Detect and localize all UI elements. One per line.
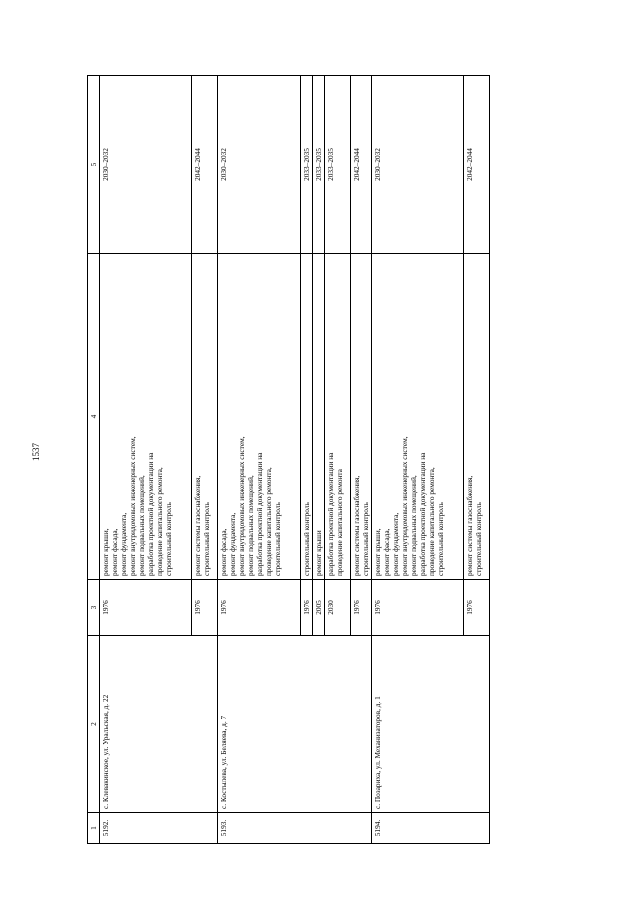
table-body	[100, 76, 490, 844]
row-number-cell: 5192.	[100, 813, 218, 844]
period-value: 2033–2035	[314, 148, 323, 181]
period-cell	[100, 76, 192, 254]
period-value: 2042–2044	[465, 148, 474, 181]
work-item: ремонт системы газоснабжения,	[193, 475, 202, 576]
header-cell-1: 1	[88, 813, 100, 844]
work-item: ремонт системы газоснабжения,	[352, 475, 361, 576]
period-value: 2030–2032	[101, 148, 110, 181]
work-item: ремонт фундамента,	[391, 512, 400, 576]
table-row	[218, 76, 301, 844]
work-item: разработка проектной документации на	[418, 452, 427, 576]
works-cell	[372, 254, 464, 580]
year-cell: 1976	[218, 580, 301, 636]
year-cell: 1976	[192, 580, 218, 636]
page-number: 1537	[31, 443, 41, 461]
work-item: ремонт подвальных помещений,	[246, 475, 255, 576]
header-cell-2: 2	[88, 636, 100, 813]
period-cell	[313, 76, 325, 254]
work-item: ремонт подвальных помещений,	[137, 475, 146, 576]
year-cell: 1976	[464, 580, 490, 636]
year-cell: 1976	[301, 580, 313, 636]
work-item: проведение капитального ремонта,	[264, 467, 273, 576]
work-item: ремонт внутридомовых инженерных систем,	[128, 436, 137, 576]
period-cell	[192, 76, 218, 254]
address-cell: с. Позариха, ул. Механизаторов, д. 1	[372, 636, 490, 813]
work-item: ремонт системы газоснабжения,	[465, 475, 474, 576]
works-cell	[325, 254, 351, 580]
period-value: 2033–2035	[326, 148, 335, 181]
period-cell	[464, 76, 490, 254]
header-row	[88, 76, 100, 844]
work-item: ремонт фундамента,	[228, 512, 237, 576]
period-value: 2030–2032	[219, 148, 228, 181]
works-cell	[301, 254, 313, 580]
work-item: строительный контроль	[202, 502, 211, 576]
period-cell	[372, 76, 464, 254]
work-item: разработка проектной документации на	[255, 452, 264, 576]
year-cell: 1976	[372, 580, 464, 636]
work-item: ремонт фасада,	[219, 528, 228, 576]
work-item: строительный контроль	[164, 502, 173, 576]
header-cell-3: 3	[88, 580, 100, 636]
row-number-cell: 5194.	[372, 813, 490, 844]
row-number-cell: 5193.	[218, 813, 372, 844]
address-cell: с. Костылева, ул. Беляева, д. 7	[218, 636, 372, 813]
work-item: строительный контроль	[361, 502, 370, 576]
address-cell: с. Клевакинское, ул. Уральская, д. 22	[100, 636, 218, 813]
period-cell	[218, 76, 301, 254]
rotated-table-container	[87, 76, 507, 844]
work-item: ремонт фундамента,	[119, 512, 128, 576]
work-item: разработка проектной документации на	[146, 452, 155, 576]
year-cell: 1976	[351, 580, 372, 636]
work-item: ремонт внутридомовых инженерных систем,	[400, 436, 409, 576]
works-cell	[464, 254, 490, 580]
repair-schedule-table	[87, 75, 490, 844]
period-value: 2030–2032	[373, 148, 382, 181]
work-item: строительный контроль	[273, 502, 282, 576]
works-cell	[218, 254, 301, 580]
period-value: 2042–2044	[193, 148, 202, 181]
period-value: 2033–2035	[302, 148, 311, 181]
year-cell: 1976	[100, 580, 192, 636]
works-cell	[192, 254, 218, 580]
work-item: строительный контроль	[474, 502, 483, 576]
table-row	[372, 76, 464, 844]
work-item: ремонт крыши,	[373, 528, 382, 576]
header-cell-5: 5	[88, 76, 100, 254]
work-item: ремонт крыши,	[101, 528, 110, 576]
period-cell	[301, 76, 313, 254]
year-cell: 2030	[325, 580, 351, 636]
period-cell	[351, 76, 372, 254]
period-value: 2042–2044	[352, 148, 361, 181]
work-item: ремонт крыши	[314, 530, 323, 576]
period-cell	[325, 76, 351, 254]
year-cell: 2005	[313, 580, 325, 636]
work-item: ремонт фасада,	[382, 528, 391, 576]
work-item: разработка проектной документации на	[326, 452, 335, 576]
header-cell-4: 4	[88, 254, 100, 580]
work-item: проведение капитального ремонта,	[427, 467, 436, 576]
work-item: проведение капитального ремонта	[335, 469, 344, 576]
works-cell	[313, 254, 325, 580]
table-row	[100, 76, 192, 844]
work-item: проведение капитального ремонта,	[155, 467, 164, 576]
work-item: ремонт фасада,	[110, 528, 119, 576]
works-cell	[100, 254, 192, 580]
work-item: строительный контроль	[436, 502, 445, 576]
work-item: ремонт подвальных помещений,	[409, 475, 418, 576]
work-item: строительный контроль	[302, 502, 311, 576]
work-item: ремонт внутридомовых инженерных систем,	[237, 436, 246, 576]
works-cell	[351, 254, 372, 580]
